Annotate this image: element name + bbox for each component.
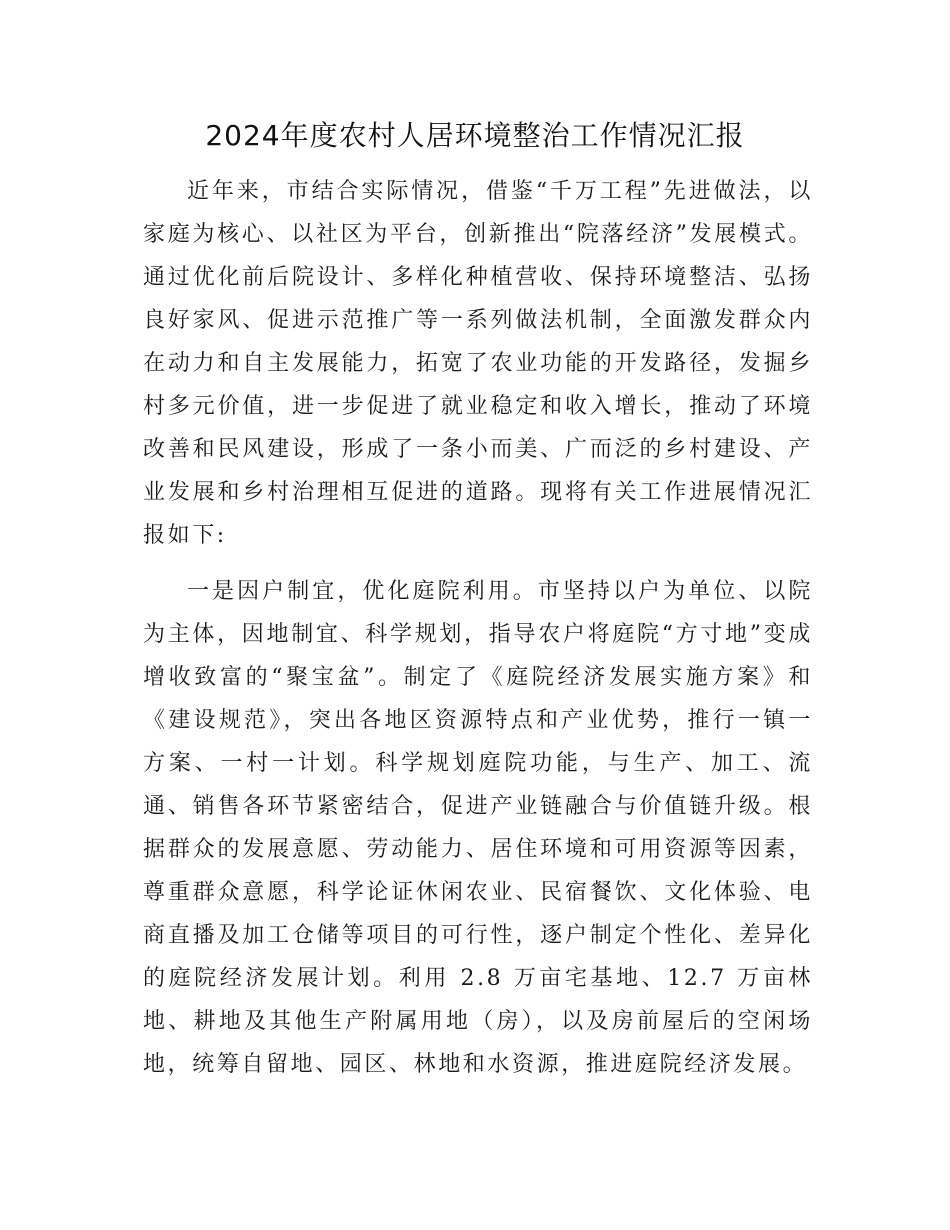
document-title: 2024年度农村人居环境整治工作情况汇报	[205, 119, 745, 152]
paragraph-intro: 近年来，市结合实际情况，借鉴“千万工程”先进做法，以家庭为核心、以社区为平台，创新推出“院落经济”发展模式。通过优化前后院设计、多样化种植营收、保持环境整洁、弘扬良好家风、促进示范推广等一系列做法机制，全面激发群众内在动力和自主发展能力，拓宽了农业功能的开发路径，发掘乡村多元价值，进一步促进了就业稳定和收入增长，推动了环境改善和民风建设，形成了一条小而美、广而泛的乡村建设、产业发展和乡村治理相互促进的道路。现将有关工作进展情况汇报如下:	[143, 179, 813, 548]
paragraph-section-one: 一是因户制宜，优化庭院利用。市坚持以户为单位、以院为主体，因地制宜、科学规划，指导农户将庭院“方寸地”变成增收致富的“聚宝盆”。制定了《庭院经济发展实施方案》和《建设规范》，突出各地区资源特点和产业优势，推行一镇一方案、一村一计划。科学规划庭院功能，与生产、加工、流通、销售各环节紧密结合，促进产业链融合与价值链升级。根据群众的发展意愿、劳动能力、居住环境和可用资源等因素，尊重群众意愿，科学论证休闲农业、民宿餐饮、文化体验、电商直播及加工仓储等项目的可行性，逐户制定个性化、差异化的庭院经济发展计划。利用 2.8 万亩宅基地、12.7 万亩林地、耕地及其他生产附属用地（房），以及房前屋后的空闲场地，统筹自留地、园区、林地和水资源，推进庭院经济发展。	[143, 579, 813, 1077]
